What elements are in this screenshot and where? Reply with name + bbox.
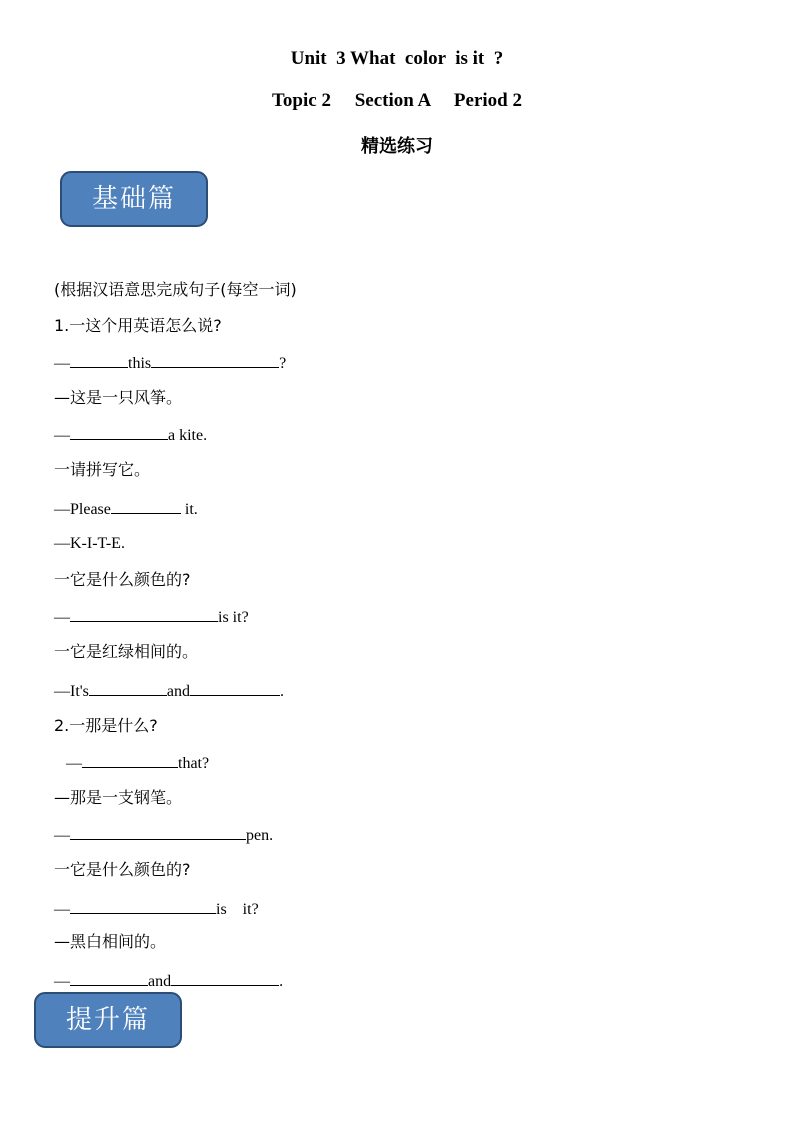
q1-prompt-text: 1.一这个用英语怎么说? [54,316,222,335]
q1-line-c-cn [46,440,150,481]
and-text: and [166,683,190,700]
basic-section-badge: 基础篇 [60,171,208,227]
question-2-prompt [46,696,158,737]
q2-is-it-text: is it? [216,901,259,918]
question-1-prompt [46,296,222,337]
answer-blank[interactable] [70,606,218,622]
dash: — [54,355,70,372]
q1-please-text: —Please [54,501,111,518]
advanced-section-badge: 提升篇 [34,992,182,1048]
q1-kite-cn: —这是一只风筝。 [54,388,183,407]
answer-blank[interactable] [151,352,279,368]
q2-black-white-cn: —黑白相间的。 [54,932,167,951]
dash: — [54,973,70,990]
q1-line-e-cn [46,550,191,591]
q1-line-f-cn [46,622,198,663]
dash: — [66,755,82,772]
q1-is-it-text: is it? [218,609,249,626]
q2-line-d-cn [46,912,166,953]
q2-that-text: that? [178,755,210,772]
dash: — [54,427,70,444]
q2-line-b-cn [46,768,182,809]
q2-answer-line-d [46,950,283,992]
q1-line-b-cn [46,368,182,409]
instruction-text: (根据汉语意思完成句子(每空一词) [54,280,297,299]
q2-prompt-text: 2.一那是什么? [54,716,158,735]
answer-blank[interactable] [89,680,167,696]
q1-color-question-cn: 一它是什么颜色的? [54,570,191,589]
answer-blank[interactable] [190,680,280,696]
dash: — [54,901,70,918]
q1-this-text: this [128,355,152,372]
period: . [280,683,284,700]
answer-blank[interactable] [70,824,246,840]
answer-blank[interactable] [70,352,128,368]
q2-line-c-cn [46,840,191,881]
q1-kite-en: a kite. [168,427,208,444]
q1-line-d [46,514,125,554]
topic-section-period: Topic 2 Section A Period 2 [271,90,522,111]
q1-it-text: it. [180,501,198,518]
period: . [279,973,284,990]
answer-blank[interactable] [171,970,279,986]
instruction-line [46,260,297,301]
q1-red-green-cn: 一它是红绿相间的。 [54,642,199,661]
selected-exercises-heading: 精选练习 [361,136,433,157]
answer-blank[interactable] [70,424,168,440]
q1-kite-spelling: —K-I-T-E. [54,535,125,552]
q2-pen-cn: —那是一支钢笔。 [54,788,183,807]
answer-blank[interactable] [82,752,178,768]
q1-its-text: —It's [54,683,89,700]
q2-pen-text: pen. [246,827,274,844]
q1-spell-cn: 一请拼写它。 [54,460,151,479]
dash: — [54,827,70,844]
question-mark: ? [279,355,287,372]
q2-color-question-cn: 一它是什么颜色的? [54,860,191,879]
dash: — [54,609,70,626]
and-text: and [148,973,172,990]
answer-blank[interactable] [111,498,181,514]
answer-blank[interactable] [70,970,148,986]
unit-title: Unit 3 What color is it ? [290,48,504,69]
